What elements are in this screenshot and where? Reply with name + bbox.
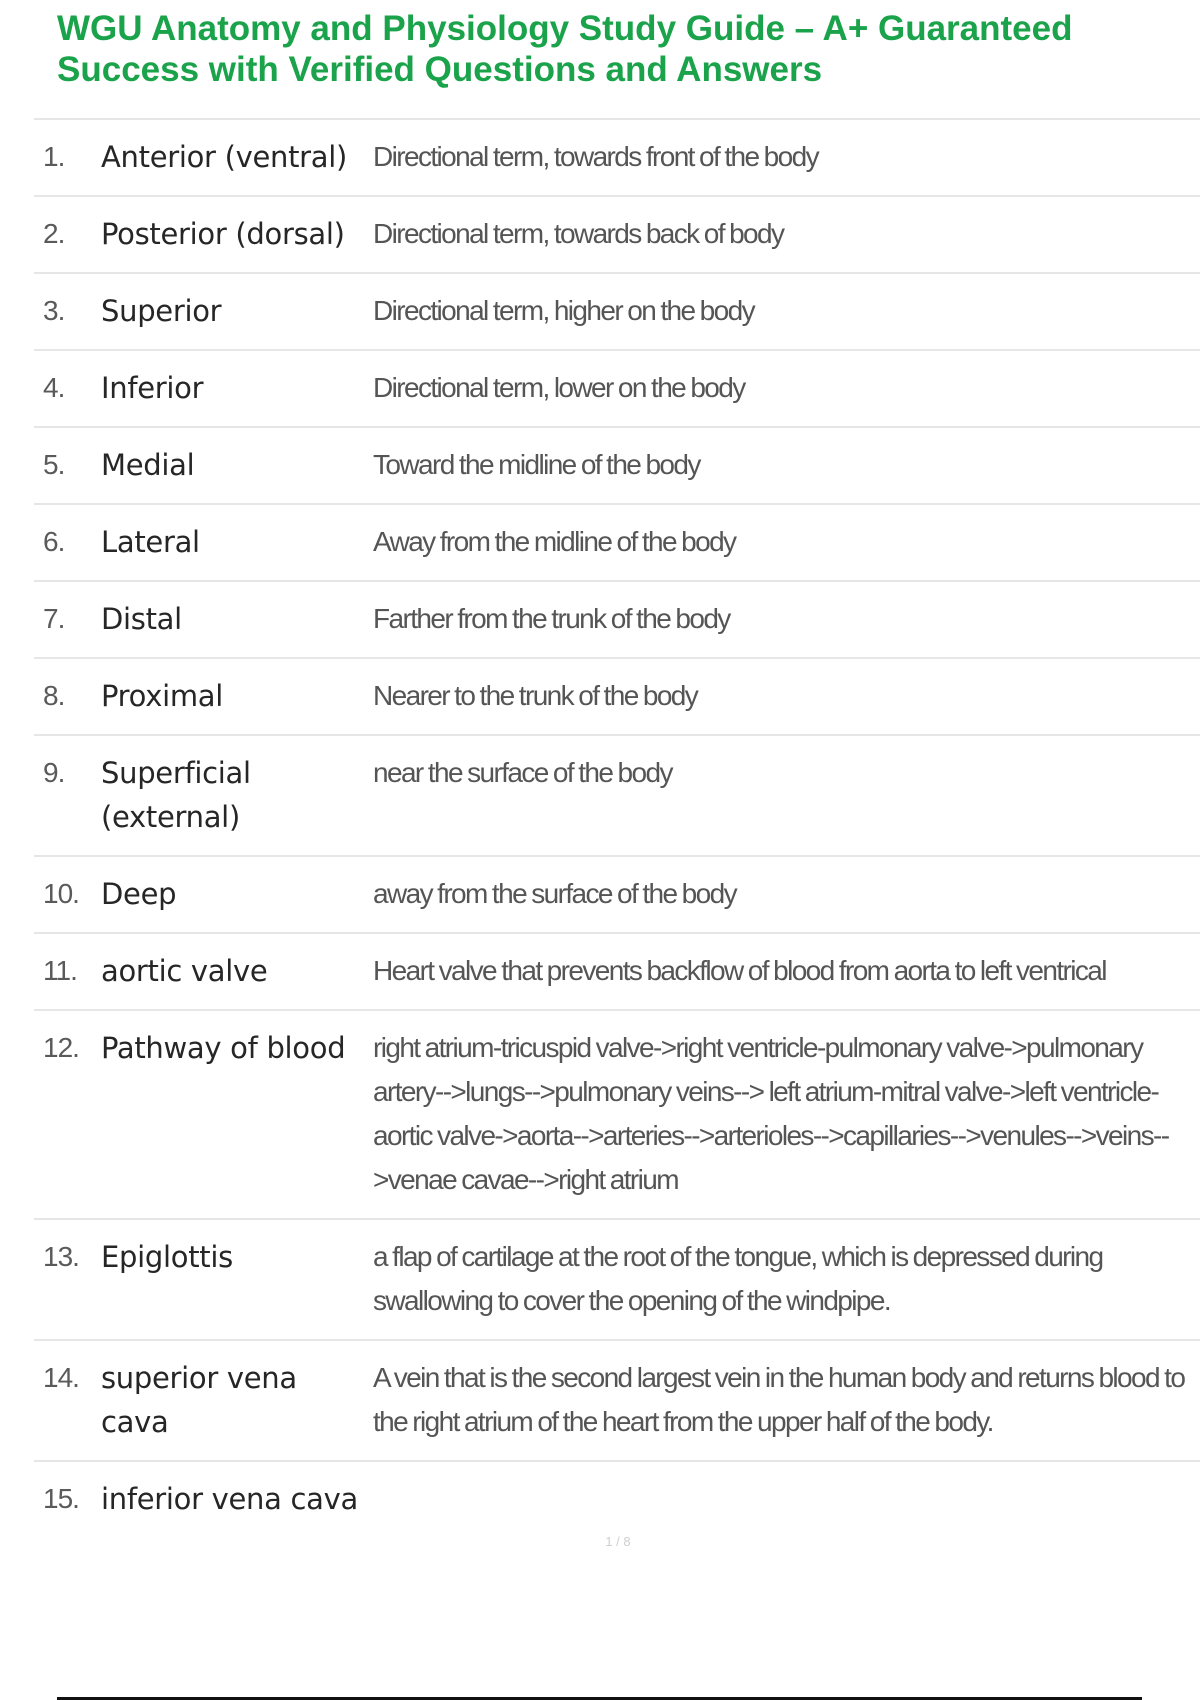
list-item [34, 272, 1200, 349]
item-number: 5. [43, 449, 65, 480]
item-definition: A vein that is the second largest vein in the human body and returns blood to the right atrium of the heart from the upper half of the body. [373, 1362, 1185, 1437]
item-definition: right atrium-tricuspid valve->right ventricle-pulmonary valve->pulmonary artery-->lungs-->pulmonary veins--> left atrium-mitral valve->left ventricle-aortic valve->aorta-->arteries-->arterioles-->capillaries-->venules-->veins-->venae cavae-->right atrium [373, 1032, 1169, 1195]
page-indicator: 1 / 8 [605, 1534, 631, 1549]
item-number: 3. [43, 295, 65, 326]
item-definition: Directional term, higher on the body [373, 295, 754, 326]
item-term: Superficial (external) [101, 756, 251, 834]
item-definition: Heart valve that prevents backflow of blood from aorta to left ventrical [373, 955, 1106, 986]
item-definition: Directional term, towards front of the body [373, 141, 818, 172]
item-term: Proximal [101, 679, 224, 713]
list-item [34, 1460, 1200, 1537]
item-definition: Farther from the trunk of the body [373, 603, 730, 634]
list-item [34, 349, 1200, 426]
item-number: 1. [43, 141, 65, 172]
list-item [34, 1218, 1200, 1339]
item-term: Pathway of blood [101, 1031, 346, 1065]
list-item [34, 932, 1200, 1009]
item-number: 4. [43, 372, 65, 403]
item-term: aortic valve [101, 954, 268, 988]
item-number: 15. [43, 1483, 79, 1514]
item-term: Distal [101, 602, 182, 636]
item-term: Posterior (dorsal) [101, 217, 345, 251]
list-item [34, 1009, 1200, 1218]
item-term: superior vena cava [101, 1361, 297, 1439]
item-definition: a flap of cartilage at the root of the tongue, which is depressed during swallowing to cover the opening of the windpipe. [373, 1241, 1103, 1316]
list-item [34, 1339, 1200, 1460]
item-term: Inferior [101, 371, 204, 405]
item-term: Superior [101, 294, 222, 328]
item-term: Anterior (ventral) [101, 140, 348, 174]
list-item [34, 503, 1200, 580]
item-definition: Directional term, lower on the body [373, 372, 745, 403]
item-definition: away from the surface of the body [373, 878, 736, 909]
list-item [34, 195, 1200, 272]
item-number: 10. [43, 878, 79, 909]
item-definition: Nearer to the trunk of the body [373, 680, 698, 711]
item-definition: Toward the midline of the body [373, 449, 700, 480]
list-item [34, 118, 1200, 195]
item-number: 9. [43, 757, 65, 788]
item-number: 11. [43, 955, 77, 986]
item-term: Deep [101, 877, 177, 911]
item-term: Lateral [101, 525, 200, 559]
item-number: 14. [43, 1362, 79, 1393]
item-term: inferior vena cava [101, 1482, 358, 1516]
list-item [34, 734, 1200, 855]
item-definition: Away from the midline of the body [373, 526, 736, 557]
item-term: Medial [101, 448, 195, 482]
item-number: 13. [43, 1241, 79, 1272]
list-item [34, 580, 1200, 657]
list-item [34, 855, 1200, 932]
list-item [34, 657, 1200, 734]
item-number: 12. [43, 1032, 79, 1063]
item-number: 2. [43, 218, 65, 249]
item-number: 7. [43, 603, 65, 634]
term-definition-list [34, 118, 1200, 1537]
document-title: WGU Anatomy and Physiology Study Guide – A+ Guaranteed Success with Verified Questions and Answers [57, 9, 1073, 89]
item-term: Epiglottis [101, 1240, 233, 1274]
item-definition: near the surface of the body [373, 757, 672, 788]
item-number: 6. [43, 526, 65, 557]
item-definition: Directional term, towards back of body [373, 218, 784, 249]
list-item [34, 426, 1200, 503]
item-number: 8. [43, 680, 65, 711]
